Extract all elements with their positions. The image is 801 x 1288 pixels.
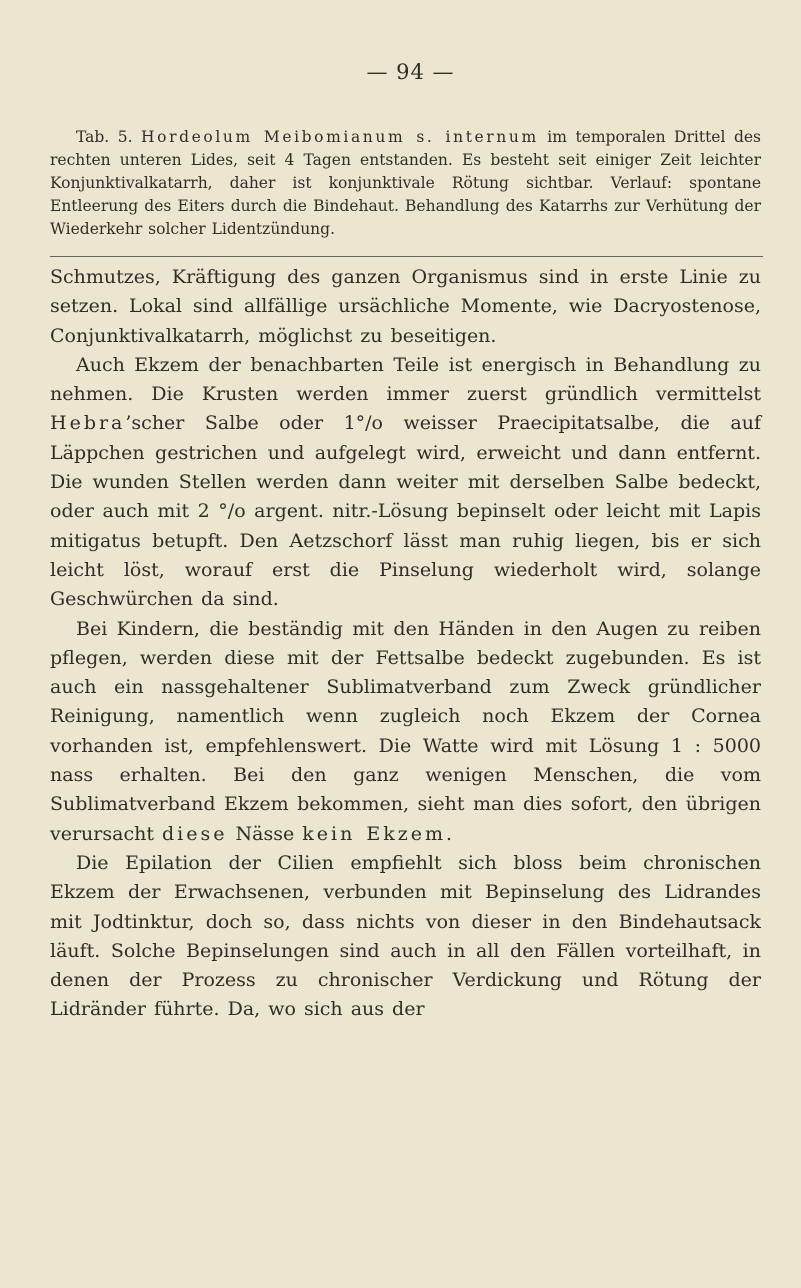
paragraph-2-part-a: Auch Ekzem der benachbarten Teile ist energisch in Behandlung zu nehmen. Die Krusten werden immer zuerst gründlich vermittelst (50, 353, 761, 406)
paragraph-4: Die Epilation der Cilien empfiehlt sich bloss beim chronischen Ekzem der Erwachsenen, verbunden mit Bepinselung des Lidrandes mit Jodtinktur, doch so, dass nichts von dieser in den Bindehautsack läuft. Solche Bepinselungen sind auch in all den Fällen vorteilhaft, in denen der Prozess zu chronischer Verdickung und Rötung der Lidränder führte. Da, wo sich aus der (50, 851, 761, 1021)
caption-title: Hordeolum Meibomianum s. internum (141, 128, 539, 146)
paragraph-3-part-mid: Nässe (227, 822, 303, 845)
paragraph-3-emphasis-1: diese (162, 822, 228, 845)
paragraph-3-end: . (446, 822, 453, 845)
body-text (50, 263, 761, 1025)
caption-label: Tab. 5. (76, 128, 133, 146)
paragraph-2-name: Hebra (50, 412, 126, 435)
caption-divider (50, 256, 763, 257)
paragraph-2 (50, 351, 761, 615)
page-number: — 94 — (366, 60, 455, 84)
caption-text: im temporalen Drittel des rechten unteren Lides, seit 4 Tagen entstanden. Es besteht seit einiger Zeit leichter Konjunktivalkatarrh, daher ist konjunktivale Rötung sichtbar. Verlauf: spontane Entleerung des Eiters durch die Bindehaut. Behandlung des Katarrhs zur Verhütung der Wiederkehr solcher Lidentzündung. (50, 128, 761, 238)
figure-caption (50, 126, 761, 241)
paragraph-3 (50, 615, 761, 849)
paragraph-1: Schmutzes, Kräftigung des ganzen Organismus sind in erste Linie zu setzen. Lokal sind allfällige ursächliche Momente, wie Dacryostenose, Conjunktivalkatarrh, möglichst zu beseitigen. (50, 266, 761, 347)
paragraph-3-part-a: Bei Kindern, die beständig mit den Händen in den Augen zu reiben pflegen, werden diese mit der Fettsalbe bedeckt zugebunden. Es ist auch ein nassgehaltener Sublimatverband zum Zweck gründlicher Reinigung, namentlich wenn zugleich noch Ekzem der Cornea vorhanden ist, empfehlenswert. Die Watte wird mit Lösung 1 : 5000 nass erhalten. Bei den ganz wenigen Menschen, die vom Sublimatverband Ekzem bekommen, sieht man dies sofort, den übrigen verursacht (50, 617, 761, 845)
paragraph-2-part-b: ’scher Salbe oder 1°/o weisser Praecipitatsalbe, die auf Läppchen gestrichen und aufgelegt wird, erweicht und dann entfernt. Die wunden Stellen werden dann weiter mit derselben Salbe bedeckt, oder auch mit 2 °/o argent. nitr.-Lösung bepinselt oder leicht mit Lapis mitigatus betupft. Den Aetzschorf lässt man ruhig liegen, bis er sich leicht löst, worauf erst die Pinselung wiederholt wird, solange Geschwürchen da sind. (50, 412, 761, 611)
paragraph-3-emphasis-2: kein Ekzem (302, 822, 447, 845)
